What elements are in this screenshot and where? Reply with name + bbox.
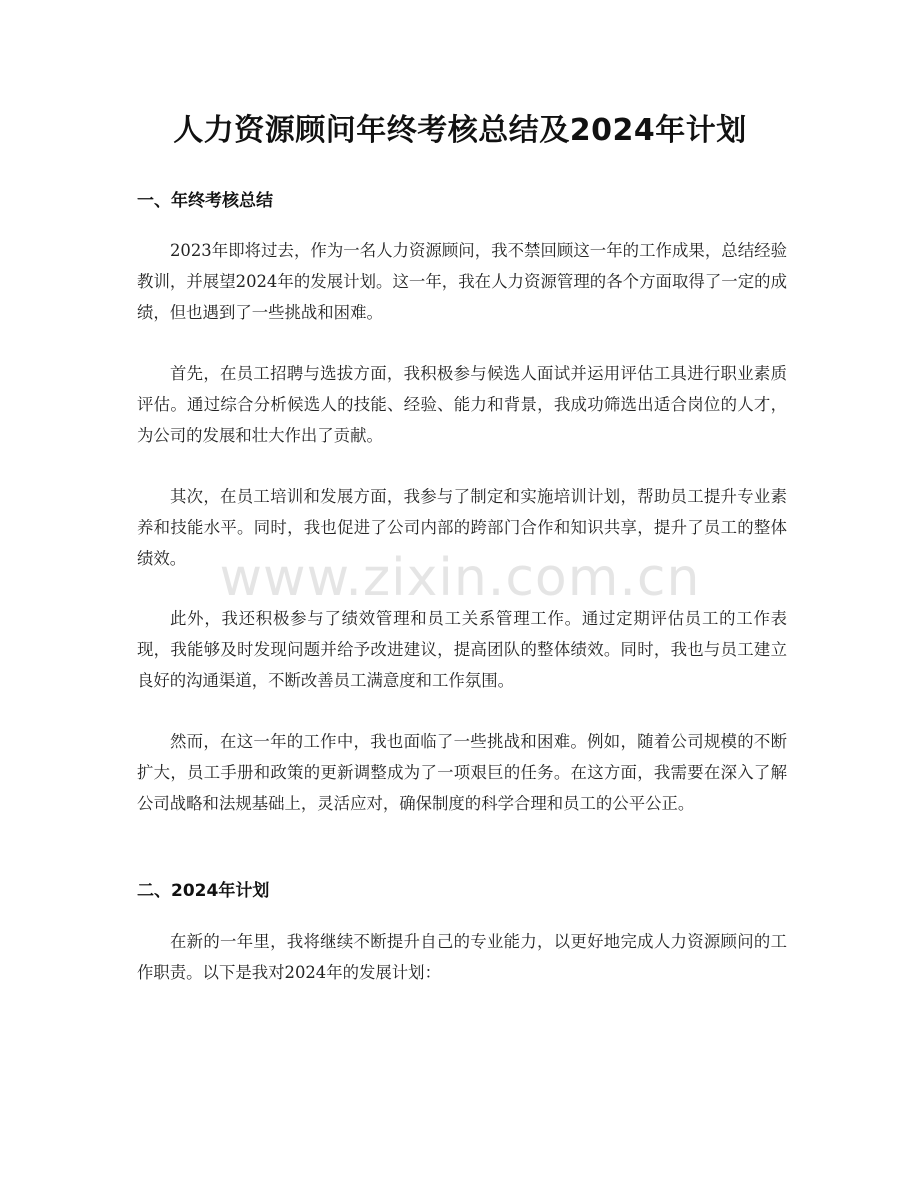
watermark-text: www.zixin.com.cn — [219, 548, 701, 608]
paragraph: 然而，在这一年的工作中，我也面临了一些挑战和困难。例如，随着公司规模的不断扩大，员工手册和政策的更新调整成为了一项艰巨的任务。在这方面，我需要在深入了解公司战略和法规基础上，灵活应对，确保制度的科学合理和员工的公平公正。 — [137, 732, 787, 813]
paragraph: 在新的一年里，我将继续不断提升自己的专业能力，以更好地完成人力资源顾问的工作职责。以下是我对2024年的发展计划： — [137, 932, 787, 982]
paragraph: 首先，在员工招聘与选拔方面，我积极参与候选人面试并运用评估工具进行职业素质评估。通过综合分析候选人的技能、经验、能力和背景，我成功筛选出适合岗位的人才，为公司的发展和壮大作出了贡献。 — [137, 364, 787, 445]
document-title: 人力资源顾问年终考核总结及2024年计划 — [173, 113, 747, 148]
paragraph: 2023年即将过去，作为一名人力资源顾问，我不禁回顾这一年的工作成果，总结经验教训，并展望2024年的发展计划。这一年，我在人力资源管理的各个方面取得了一定的成绩，但也遇到了一些挑战和困难。 — [137, 241, 787, 322]
paragraph: 此外，我还积极参与了绩效管理和员工关系管理工作。通过定期评估员工的工作表现，我能够及时发现问题并给予改进建议，提高团队的整体绩效。同时，我也与员工建立良好的沟通渠道，不断改善员工满意度和工作氛围。 — [137, 609, 787, 690]
section-heading-plan: 二、2024年计划 — [137, 881, 270, 901]
section-heading-summary: 一、年终考核总结 — [137, 191, 273, 211]
paragraph: 其次，在员工培训和发展方面，我参与了制定和实施培训计划，帮助员工提升专业素养和技能水平。同时，我也促进了公司内部的跨部门合作和知识共享，提升了员工的整体绩效。 — [137, 487, 787, 568]
